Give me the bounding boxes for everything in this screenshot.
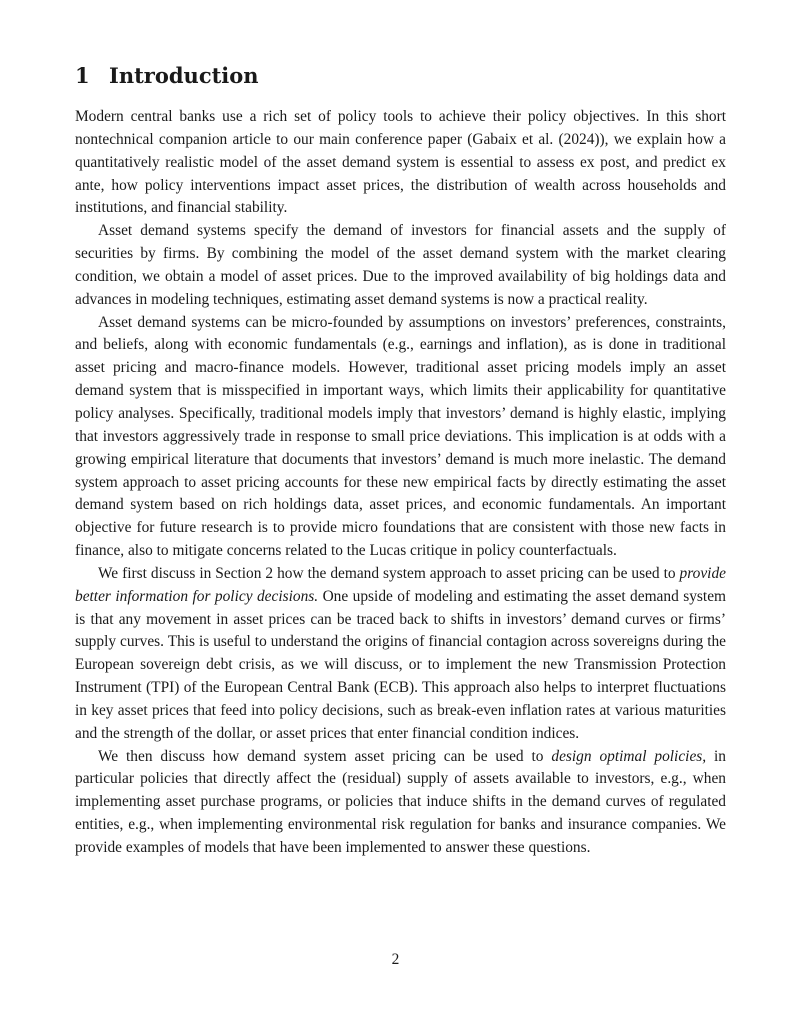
paragraph-1: Modern central banks use a rich set of policy tools to achieve their policy objectives. In this short nontechnical companion article to our main conference paper (Gabaix et al. (2024)), we explain how a quantitatively realistic model of the asset demand system is essential to assess ex post, and predict ex ante, how policy interventions impact asset prices, the distribution of wealth across households and institutions, and financial stability. [75, 108, 726, 217]
page-number: 2 [391, 951, 400, 968]
section-number: 1 [75, 63, 90, 88]
section-title: Introduction [109, 63, 259, 88]
paragraph-4 [75, 563, 726, 746]
paragraph-4-text-start: We first discuss in Section 2 how the demand system approach to asset pricing can be used to [98, 564, 680, 582]
paragraph-5-text-start: We then discuss how demand system asset pricing can be used to [98, 747, 552, 765]
paragraph-4-emphasis: provide better information for policy decisions. [75, 564, 726, 605]
paragraph-5-emphasis: design optimal policies, [551, 747, 707, 765]
paragraph-3: Asset demand systems can be micro-founded by assumptions on investors’ preferences, constraints, and beliefs, along with economic fundamentals (e.g., earnings and inflation), as is done in traditional asset pricing and macro-finance models. However, traditional asset pricing models imply an asset demand system that is misspecified in important ways, which limits their applicability for quantitative policy analyses. Specifically, traditional models imply that investors’ demand is highly elastic, implying that investors aggressively trade in response to small price deviations. This implication is at odds with a growing empirical literature that documents that investors’ demand is much more inelastic. The demand system approach to asset pricing accounts for these new empirical facts by directly estimating the asset demand system based on rich holdings data, asset prices, and economic fundamentals. An important objective for future research is to provide micro foundations that are consistent with those new facts in finance, also to mitigate concerns related to the Lucas critique in policy counterfactuals. [75, 313, 726, 560]
body-text [75, 106, 726, 860]
paragraph-4-text-end: One upside of modeling and estimating the asset demand system is that any movement in asset prices can be traced back to shifts in investors’ demand curves or firms’ supply curves. This is useful to understand the origins of financial contagion across sovereigns during the European sovereign debt crisis, as we will discuss, or to implement the new Transmission Protection Instrument (TPI) of the European Central Bank (ECB). This approach also helps to interpret fluctuations in key asset prices that feed into policy decisions, such as break-even inflation rates at various maturities and the strength of the dollar, or asset prices that enter financial condition indices. [75, 587, 726, 742]
paragraph-5-text-end: in particular policies that directly affect the (residual) supply of assets available to investors, e.g., when implementing asset purchase programs, or policies that induce shifts in the demand curves of regulated entities, e.g., when implementing environmental risk regulation for banks and insurance companies. We provide examples of models that have been implemented to answer these questions. [75, 747, 726, 856]
section-heading [75, 60, 259, 92]
paragraph-2: Asset demand systems specify the demand of investors for financial assets and the supply of securities by firms. By combining the model of the asset demand system with the market clearing condition, we obtain a model of asset prices. Due to the improved availability of big holdings data and advances in modeling techniques, estimating asset demand systems is now a practical reality. [75, 222, 726, 308]
paragraph-5 [75, 746, 726, 860]
